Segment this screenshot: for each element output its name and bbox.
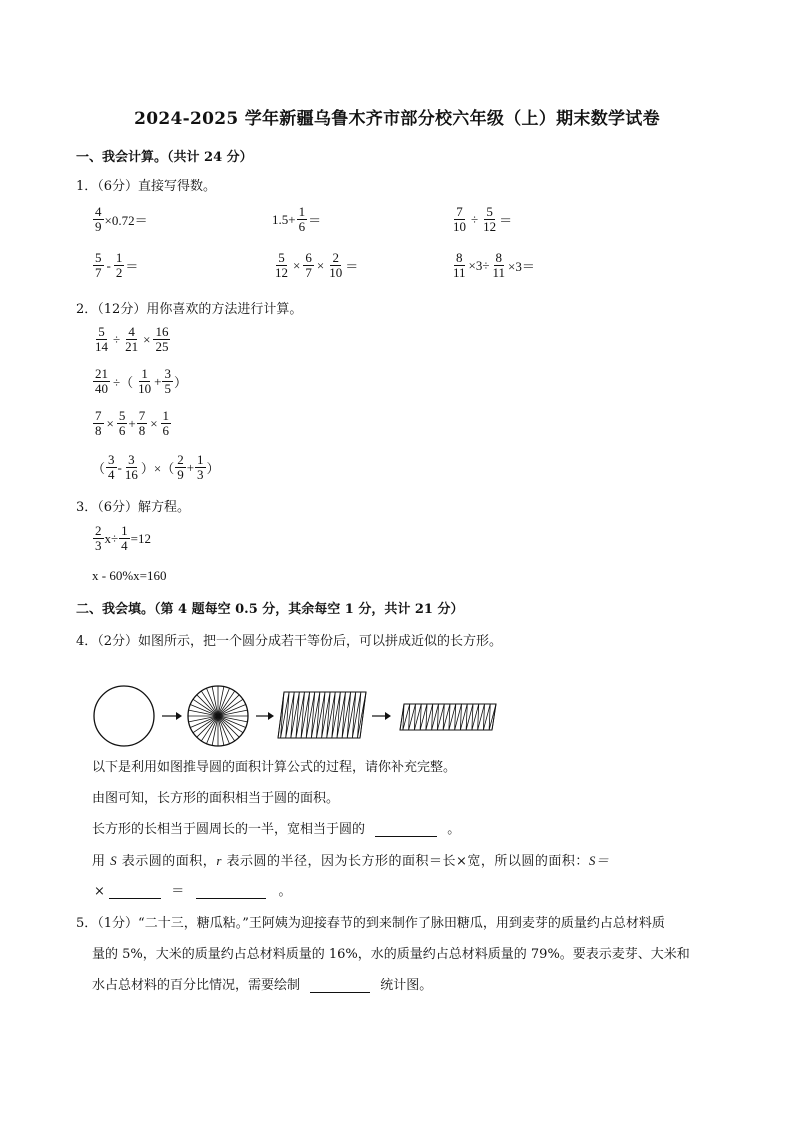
fraction: $\frac{7}{10}$: [453, 204, 466, 234]
fraction: $\frac{7}{8}$: [95, 408, 102, 438]
q4-line-5: × ＝ 。: [94, 884, 292, 899]
answer-blank-chart-type[interactable]: [310, 977, 370, 993]
arrow-icon: [256, 712, 274, 720]
q1-expr-1: $\frac{4}{9}$ ×0.72＝: [95, 204, 148, 234]
q5-line-3: 水占总材料的百分比情况，需要绘制 统计图。: [92, 978, 433, 993]
fraction: $\frac{8}{11}$: [492, 250, 506, 280]
q1-expr-5: $\frac{5}{12}$ × $\frac{6}{7}$ × $\frac{2}{10}$ ＝: [275, 250, 359, 280]
fraction: $\frac{1}{4}$: [121, 523, 128, 553]
fraction: $\frac{2}{10}$: [329, 250, 343, 280]
fraction: $\frac{5}{12}$: [275, 250, 288, 280]
q3-expr-1: $\frac{2}{3}$ x÷ $\frac{1}{4}$ =12: [95, 523, 151, 553]
divided-circle: [188, 686, 248, 746]
fraction: $\frac{6}{7}$: [305, 250, 312, 280]
answer-blank-1[interactable]: [109, 883, 161, 899]
fraction: $\frac{4}{21}$: [125, 324, 139, 354]
fraction: $\frac{3}{4}$: [108, 452, 115, 482]
q4-line-4: 用 S 表示圆的面积，r 表示圆的半径，因为长方形的面积＝长×宽，所以圆的面积：S＝: [92, 853, 610, 869]
page-title: 2024-2025 学年新疆乌鲁木齐市部分校六年级（上）期末数学试卷: [134, 109, 660, 129]
plain-circle: [94, 686, 154, 746]
q1-expr-3: $\frac{7}{10}$ ÷ $\frac{5}{12}$ ＝: [453, 204, 513, 234]
q2-expr-4: （ $\frac{3}{4}$ - $\frac{3}{16}$ ）×（ $\frac{2}{9}$ + $\frac{1}{3}$ ）: [92, 452, 220, 482]
q3-expr-2: x - 60%x=160: [92, 568, 167, 583]
approximate-rectangle-small: [400, 704, 496, 730]
section-heading-1: 一、我会计算。（共计 24 分）: [76, 150, 253, 165]
q5-line-1: 5．（1分）“二十三，糖瓜粘。”王阿姨为迎接春节的到来制作了脉田糖瓜，用到麦芽的质量约占总材料质: [76, 916, 665, 931]
circle-to-rectangle-figure: [88, 680, 508, 752]
answer-blank-width[interactable]: [375, 821, 437, 837]
q1-expr-6: $\frac{8}{11}$ ×3÷ $\frac{8}{11}$ ×3＝: [453, 250, 535, 280]
q2-expr-1: $\frac{5}{14}$ ÷ $\frac{4}{21}$ × $\frac{16}{25}$: [95, 324, 169, 354]
approximate-rectangle-large: [278, 692, 366, 738]
fraction: $\frac{3}{16}$: [124, 452, 138, 482]
q1-expr-4: $\frac{5}{7}$ - $\frac{1}{2}$ ＝: [95, 250, 139, 280]
arrow-icon: [162, 712, 182, 720]
question-3-label: 3．（6分）解方程。: [76, 500, 191, 515]
fraction: $\frac{5}{12}$: [483, 204, 497, 234]
question-4-label: 4．（2分）如图所示，把一个圆分成若干等份后，可以拼成近似的长方形。: [76, 634, 503, 649]
q4-line-1: 以下是利用如图推导圆的面积计算公式的过程，请你补充完整。: [92, 760, 457, 775]
fraction: $\frac{1}{3}$: [197, 452, 204, 482]
fraction: $\frac{21}{40}$: [95, 366, 108, 396]
fraction: $\frac{2}{9}$: [177, 452, 184, 482]
q4-line-3: 长方形的长相当于圆周长的一半，宽相当于圆的 。: [92, 822, 461, 837]
fraction: $\frac{5}{6}$: [118, 408, 126, 438]
question-2-label: 2．（12分）用你喜欢的方法进行计算。: [76, 302, 303, 317]
q4-line-2: 由图可知，长方形的面积相当于圆的面积。: [92, 791, 340, 806]
fraction: $\frac{8}{11}$: [453, 250, 466, 280]
fraction: $\frac{2}{3}$: [95, 523, 102, 553]
answer-blank-2[interactable]: [196, 883, 266, 899]
q2-expr-2: $\frac{21}{40}$ ÷（ $\frac{1}{10}$ + $\frac{3}{5}$ ）: [95, 366, 187, 396]
q1-expr-2: 1.5+ $\frac{1}{6}$ ＝: [272, 204, 322, 234]
section-heading-2: 二、我会填。（第 4 题每空 0.5 分，其余每空 1 分，共计 21 分）: [76, 602, 464, 617]
fraction: $\frac{4}{9}$: [95, 204, 102, 234]
arrow-icon: [372, 712, 391, 720]
fraction: $\frac{16}{25}$: [155, 324, 169, 354]
fraction: $\frac{1}{2}$: [115, 250, 123, 280]
fraction: $\frac{7}{8}$: [138, 408, 146, 438]
fraction: $\frac{1}{6}$: [298, 204, 306, 234]
fraction: $\frac{3}{5}$: [164, 366, 171, 396]
fraction: $\frac{5}{7}$: [95, 250, 102, 280]
question-1-label: 1．（6分）直接写得数。: [76, 179, 217, 194]
fraction: $\frac{5}{14}$: [95, 324, 108, 354]
q2-expr-3: $\frac{7}{8}$ × $\frac{5}{6}$ + $\frac{7}{8}$ × $\frac{1}{6}$: [95, 408, 170, 438]
q5-line-2: 量的 5%，大米的质量约占总材料质量的 16%，水的质量约占总材料质量的 79%。要表示麦芽、大米和: [92, 947, 690, 962]
fraction: $\frac{1}{6}$: [162, 408, 170, 438]
fraction: $\frac{1}{10}$: [138, 366, 152, 396]
